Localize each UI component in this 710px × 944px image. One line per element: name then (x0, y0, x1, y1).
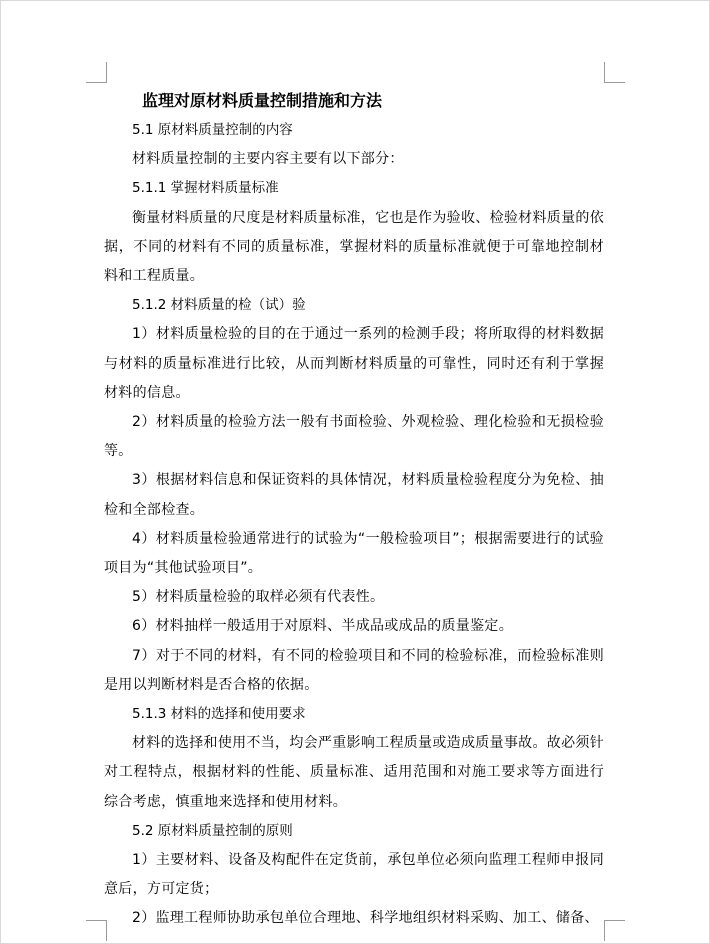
paragraph: 1）主要材料、设备及构配件在定货前，承包单位必须向监理工程师申报同意后，方可定货； (104, 852, 604, 898)
section-heading: 5.2 原材料质量控制的原则 (132, 822, 293, 839)
crop-mark-top-right (604, 62, 625, 83)
paragraph: 7）对于不同的材料，有不同的检验项目和不同的检验标准，而检验标准则是用以判断材料是否合格的依据。 (104, 647, 604, 693)
paragraph: 2）材料质量的检验方法一般有书面检验、外观检验、理化检验和无损检验等。 (104, 414, 604, 460)
paragraph: 衡量材料质量的尺度是材料质量标准，它也是作为验收、检验材料质量的依据，不同的材料有不同的质量标准，掌握材料的质量标准就便于可靠地控制材料和工程质量。 (104, 209, 604, 285)
paragraph: 3）根据材料信息和保证资料的具体情况，材料质量检验程度分为免检、抽检和全部检查。 (104, 472, 604, 518)
section-heading: 5.1.3 材料的选择和使用要求 (132, 706, 306, 723)
paragraph: 材料质量控制的主要内容主要有以下部分： (132, 151, 404, 168)
section-heading: 5.1.2 材料质量的检（试）验 (132, 297, 306, 314)
document-title: 监理对原材料质量控制措施和方法 (142, 91, 383, 110)
paragraph: 4）材料质量检验通常进行的试验为“一般检验项目”；根据需要进行的试验项目为“其他试验项目”。 (104, 530, 604, 577)
paragraph: 5）材料质量检验的取样必须有代表性。 (132, 589, 385, 606)
section-heading: 5.1.1 掌握材料质量标准 (132, 180, 279, 197)
section-heading: 5.1 原材料质量控制的内容 (132, 122, 293, 138)
paragraph: 1）材料质量检验的目的在于通过一系列的检测手段；将所取得的材料数据与材料的质量标准进行比较，从而判断材料质量的可靠性，同时还有利于掌握材料的信息。 (104, 326, 604, 401)
paragraph: 2）监理工程师协助承包单位合理地、科学地组织材料采购、加工、储备、 (132, 910, 599, 927)
crop-mark-top-left (86, 62, 107, 83)
paragraph: 材料的选择和使用不当，均会严重影响工程质量或造成质量事故。故必须针对工程特点，根据材料的性能、质量标准、适用范围和对施工要求等方面进行综合考虑，慎重地来选择和使用材料。 (104, 735, 604, 810)
paragraph: 6）材料抽样一般适用于对原料、半成品或成品的质量鉴定。 (132, 618, 514, 635)
crop-mark-bottom-right (604, 920, 625, 941)
document-body[interactable] (104, 88, 604, 934)
